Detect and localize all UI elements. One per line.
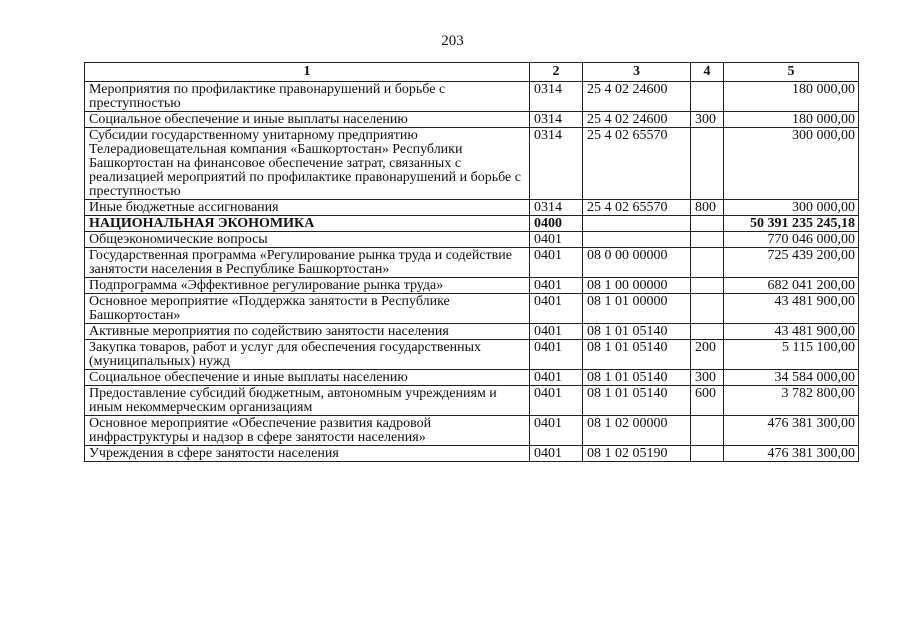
row-name: Учреждения в сфере занятости населения bbox=[85, 446, 530, 462]
row-amount: 682 041 200,00 bbox=[724, 278, 859, 294]
row-expense-type bbox=[691, 446, 724, 462]
row-section-code: 0401 bbox=[530, 324, 583, 340]
row-name: Закупка товаров, работ и услуг для обеспечения государственных (муниципальных) нужд bbox=[85, 340, 530, 370]
row-expense-type bbox=[691, 278, 724, 294]
row-amount: 180 000,00 bbox=[724, 82, 859, 112]
table-row bbox=[85, 216, 859, 232]
row-amount: 770 046 000,00 bbox=[724, 232, 859, 248]
row-name: Общеэкономические вопросы bbox=[85, 232, 530, 248]
row-target-article bbox=[583, 232, 691, 248]
table-row bbox=[85, 232, 859, 248]
row-amount: 476 381 300,00 bbox=[724, 416, 859, 446]
row-target-article: 25 4 02 24600 bbox=[583, 112, 691, 128]
table-row bbox=[85, 324, 859, 340]
row-section-code: 0314 bbox=[530, 82, 583, 112]
row-amount: 5 115 100,00 bbox=[724, 340, 859, 370]
row-expense-type: 600 bbox=[691, 386, 724, 416]
row-name: Мероприятия по профилактике правонарушений и борьбе с преступностью bbox=[85, 82, 530, 112]
row-section-code: 0401 bbox=[530, 446, 583, 462]
row-amount: 180 000,00 bbox=[724, 112, 859, 128]
header-col-5: 5 bbox=[724, 63, 859, 82]
row-name: Иные бюджетные ассигнования bbox=[85, 200, 530, 216]
row-expense-type bbox=[691, 248, 724, 278]
table-row bbox=[85, 128, 859, 200]
row-amount: 725 439 200,00 bbox=[724, 248, 859, 278]
row-expense-type: 300 bbox=[691, 370, 724, 386]
row-target-article: 08 1 01 05140 bbox=[583, 386, 691, 416]
row-name: Субсидии государственному унитарному предприятию Телерадиовещательная компания «Башкортостан» Республики Башкортостан на финансовое обеспечение затрат, связанных с реализацией мероприятий по профилактике правонарушений и борьбе с преступностью bbox=[85, 128, 530, 200]
row-expense-type: 200 bbox=[691, 340, 724, 370]
row-expense-type: 800 bbox=[691, 200, 724, 216]
row-amount: 50 391 235 245,18 bbox=[724, 216, 859, 232]
row-target-article: 08 1 01 05140 bbox=[583, 340, 691, 370]
row-target-article: 08 1 01 05140 bbox=[583, 324, 691, 340]
row-name: Основное мероприятие «Поддержка занятости в Республике Башкортостан» bbox=[85, 294, 530, 324]
page-number: 203 bbox=[441, 33, 464, 49]
row-amount: 43 481 900,00 bbox=[724, 324, 859, 340]
row-section-code: 0314 bbox=[530, 128, 583, 200]
row-section-code: 0400 bbox=[530, 216, 583, 232]
row-expense-type bbox=[691, 216, 724, 232]
table-row bbox=[85, 82, 859, 112]
table-row bbox=[85, 386, 859, 416]
row-section-code: 0401 bbox=[530, 248, 583, 278]
row-target-article: 08 1 02 00000 bbox=[583, 416, 691, 446]
row-amount: 300 000,00 bbox=[724, 128, 859, 200]
row-section-code: 0314 bbox=[530, 112, 583, 128]
row-section-code: 0401 bbox=[530, 232, 583, 248]
row-target-article: 08 0 00 00000 bbox=[583, 248, 691, 278]
table-row bbox=[85, 446, 859, 462]
row-amount: 43 481 900,00 bbox=[724, 294, 859, 324]
row-name: Государственная программа «Регулирование рынка труда и содействие занятости населения в Республике Башкортостан» bbox=[85, 248, 530, 278]
table-row bbox=[85, 370, 859, 386]
row-target-article: 08 1 02 05190 bbox=[583, 446, 691, 462]
row-amount: 3 782 800,00 bbox=[724, 386, 859, 416]
row-target-article: 25 4 02 65570 bbox=[583, 128, 691, 200]
table-row bbox=[85, 112, 859, 128]
header-col-4: 4 bbox=[691, 63, 724, 82]
row-section-code: 0401 bbox=[530, 416, 583, 446]
row-amount: 34 584 000,00 bbox=[724, 370, 859, 386]
row-target-article: 08 1 01 05140 bbox=[583, 370, 691, 386]
table-row bbox=[85, 294, 859, 324]
row-expense-type: 300 bbox=[691, 112, 724, 128]
row-section-code: 0314 bbox=[530, 200, 583, 216]
row-section-code: 0401 bbox=[530, 278, 583, 294]
row-expense-type bbox=[691, 294, 724, 324]
row-amount: 300 000,00 bbox=[724, 200, 859, 216]
header-col-1: 1 bbox=[85, 63, 530, 82]
row-name: Подпрограмма «Эффективное регулирование рынка труда» bbox=[85, 278, 530, 294]
row-expense-type bbox=[691, 416, 724, 446]
table-row bbox=[85, 248, 859, 278]
row-target-article: 25 4 02 24600 bbox=[583, 82, 691, 112]
row-amount: 476 381 300,00 bbox=[724, 446, 859, 462]
row-expense-type bbox=[691, 324, 724, 340]
row-section-code: 0401 bbox=[530, 340, 583, 370]
row-target-article: 08 1 01 00000 bbox=[583, 294, 691, 324]
header-col-3: 3 bbox=[583, 63, 691, 82]
table-row bbox=[85, 278, 859, 294]
row-name: Социальное обеспечение и иные выплаты населению bbox=[85, 112, 530, 128]
row-section-code: 0401 bbox=[530, 294, 583, 324]
row-target-article: 25 4 02 65570 bbox=[583, 200, 691, 216]
row-target-article bbox=[583, 216, 691, 232]
row-name: Предоставление субсидий бюджетным, автономным учреждениям и иным некоммерческим организациям bbox=[85, 386, 530, 416]
row-name: НАЦИОНАЛЬНАЯ ЭКОНОМИКА bbox=[85, 216, 530, 232]
row-name: Активные мероприятия по содействию занятости населения bbox=[85, 324, 530, 340]
header-row bbox=[85, 63, 859, 82]
row-name: Социальное обеспечение и иные выплаты населению bbox=[85, 370, 530, 386]
row-target-article: 08 1 00 00000 bbox=[583, 278, 691, 294]
table-body bbox=[85, 82, 859, 462]
table-row bbox=[85, 340, 859, 370]
row-expense-type bbox=[691, 128, 724, 200]
row-expense-type bbox=[691, 232, 724, 248]
row-expense-type bbox=[691, 82, 724, 112]
table-row bbox=[85, 200, 859, 216]
row-section-code: 0401 bbox=[530, 386, 583, 416]
row-section-code: 0401 bbox=[530, 370, 583, 386]
header-col-2: 2 bbox=[530, 63, 583, 82]
row-name: Основное мероприятие «Обеспечение развития кадровой инфраструктуры и надзор в сфере занятости населения» bbox=[85, 416, 530, 446]
table-row bbox=[85, 416, 859, 446]
budget-table bbox=[84, 62, 859, 462]
